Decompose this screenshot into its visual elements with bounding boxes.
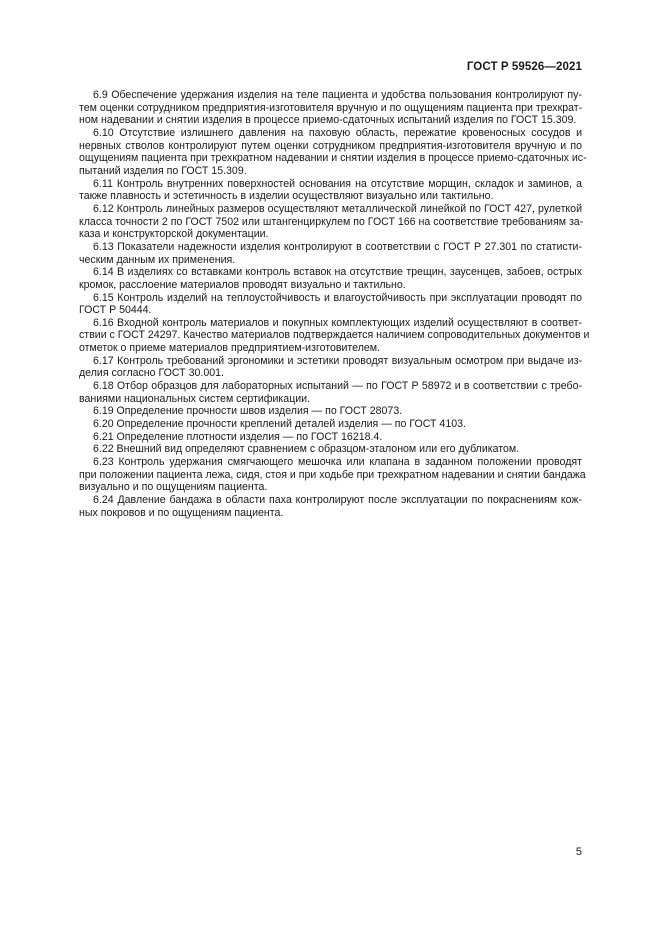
- clause-line: ствии с ГОСТ 24297. Качество материалов подтверждается наличием сопроводительных документов и: [79, 329, 590, 342]
- clause-line: 6.19 Определение прочности швов изделия — по ГОСТ 28073.: [93, 405, 403, 418]
- clause-line: также плавность и эстетичность в изделии осуществляют визуально или тактильно.: [79, 190, 494, 203]
- clause-paragraph: [79, 316, 590, 355]
- clause-line: ГОСТ Р 50444.: [79, 304, 152, 317]
- clause-line: 6.15 Контроль изделий на теплоустойчивость и влагоустойчивость при эксплуатации проводят по: [93, 291, 582, 304]
- clause-paragraph: [79, 456, 586, 494]
- clause-line: тем оценки сотрудником предприятия-изготовителя вручную и по ощущениям пациента при трехкрат-: [79, 101, 583, 114]
- clause-line: 6.21 Определение плотности изделия — по ГОСТ 16218.4.: [93, 430, 383, 443]
- clause-line: каза и конструкторской документации.: [79, 228, 269, 241]
- clause-paragraph: [79, 380, 582, 405]
- clause-line: 6.11 Контроль внутренних поверхностей основания на отсутствие морщин, складок и заминов, а: [93, 177, 582, 190]
- page-number: 5: [575, 846, 582, 858]
- clause-line: 6.23 Контроль удержания смягчающего мешочка или клапана в заданном положении проводят: [93, 456, 582, 469]
- clause-line: 6.12 Контроль линейных размеров осуществляют металлической линейкой по ГОСТ 427, рулеткой: [93, 202, 582, 215]
- clause-line: визуально и по ощущениям пациента.: [79, 481, 268, 494]
- clause-line: 6.18 Отбор образцов для лабораторных испытаний — по ГОСТ Р 58972 и в соответствии с требо-: [93, 380, 582, 393]
- clause-line: ных покровов и по ощущениям пациента.: [79, 506, 284, 519]
- clause-line: делия согласно ГОСТ 30.001.: [79, 367, 224, 380]
- clause-line: 6.13 Показатели надежности изделия контролируют в соответствии с ГОСТ Р 27.301 по статисти-: [93, 240, 582, 253]
- clause-line: пытаний изделия по ГОСТ 15.309.: [79, 164, 247, 177]
- standard-code-header: ГОСТ Р 59526—2021: [466, 61, 582, 73]
- clause-line: кромок, расслоение материалов проводят визуально и тактильно.: [79, 278, 406, 291]
- clause-paragraph: [79, 292, 582, 317]
- clause-paragraph: [79, 203, 582, 241]
- clause-paragraph: [79, 443, 582, 456]
- clause-paragraph: [79, 418, 582, 431]
- clause-paragraph: [79, 241, 582, 266]
- clause-paragraph: [79, 126, 587, 178]
- clause-line: при положении пациента лежа, сидя, стоя и при ходьбе при трехкратном надевании и снятии бандажа: [79, 468, 586, 481]
- clause-paragraph: [79, 89, 582, 127]
- clause-line: 6.24 Давление бандажа в области паха контролируют после эксплуатации по покраснениям кож-: [93, 494, 582, 506]
- clause-line: 6.10 Отсутствие излишнего давления на паховую область, пережатие кровеносных сосудов и: [93, 126, 582, 139]
- clause-paragraph: [79, 431, 582, 444]
- clause-paragraph: [79, 405, 582, 418]
- clause-line: нервных стволов контролируют путем оценки сотрудником предприятия-изготовителя вручную и по: [79, 139, 582, 152]
- clause-line: ощущениям пациента при трехкратном надевании и снятии изделия в процессе приемо-сдаточных ис-: [79, 152, 587, 165]
- clause-line: класса точности 2 по ГОСТ 7502 или штангенциркулем по ГОСТ 166 на соответствие требованиям за-: [79, 215, 584, 228]
- clause-line: 6.22 Внешний вид определяют сравнением с образцом-эталоном или его дубликатом.: [93, 443, 520, 456]
- clause-paragraph: [79, 494, 582, 519]
- clause-paragraph: [79, 266, 582, 291]
- clause-line: отметок о приеме материалов предприятием-изготовителем.: [79, 342, 380, 355]
- document-body: [79, 89, 590, 519]
- clause-line: ном надевании и снятии изделия в процессе приемо-сдаточных испытаний изделия по ГОСТ 15.309.: [79, 114, 577, 127]
- clause-line: ваниями национальных систем сертификации.: [79, 392, 311, 405]
- clause-line: 6.14 В изделиях со вставками контроль вставок на отсутствие трещин, заусенцев, забоев, острых: [93, 266, 582, 279]
- clause-paragraph: [79, 355, 582, 380]
- clause-line: ческим данным их применения.: [79, 253, 236, 266]
- clause-line: 6.9 Обеспечение удержания изделия на теле пациента и удобства пользования контролируют пу-: [93, 89, 582, 101]
- clause-paragraph: [79, 178, 582, 203]
- clause-line: 6.16 Входной контроль материалов и покупных комплектующих изделий осуществляют в соответ-: [93, 316, 582, 329]
- clause-line: 6.20 Определение прочности креплений деталей изделия — по ГОСТ 4103.: [93, 418, 466, 431]
- clause-line: 6.17 Контроль требований эргономики и эстетики проводят визуальным осмотром при выдаче из-: [93, 354, 582, 367]
